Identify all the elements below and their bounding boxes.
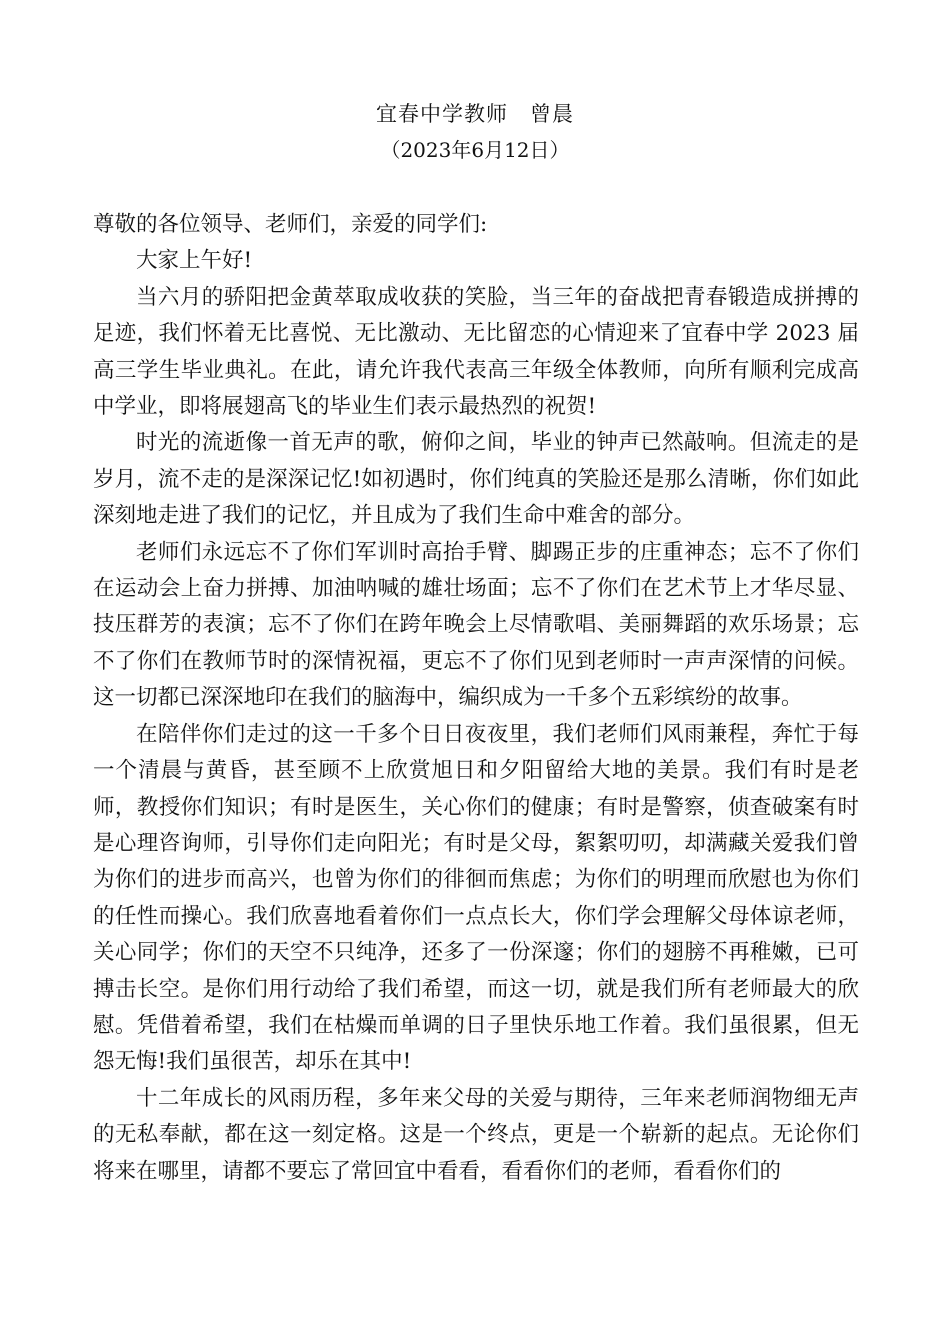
- speech-body: [93, 207, 859, 1190]
- salutation: 尊敬的各位领导、老师们，亲爱的同学们:: [93, 212, 488, 237]
- paragraph: 当六月的骄阳把金黄萃取成收获的笑脸，当三年的奋战把青春锻造成拼搏的足迹，我们怀着无比喜悦、无比激动、无比留恋的心情迎来了宜春中学 2023 届高三学生毕业典礼。在此，请允许我代表高三年级全体教师，向所有顺利完成高中学业，即将展翅高飞的毕业生们表示最热烈的祝贺!: [93, 284, 859, 420]
- paragraph: 时光的流逝像一首无声的歌，俯仰之间，毕业的钟声已然敲响。但流走的是岁月，流不走的是深深记忆!如初遇时，你们纯真的笑脸还是那么清晰，你们如此深刻地走进了我们的记忆，并且成为了我们生命中难舍的部分。: [93, 430, 859, 529]
- paragraph: 在陪伴你们走过的这一千多个日日夜夜里，我们老师们风雨兼程，奔忙于每一个清晨与黄昏，甚至顾不上欣赏旭日和夕阳留给大地的美景。我们有时是老师，教授你们知识；有时是医生，关心你们的健康；有时是警察，侦查破案有时是心理咨询师，引导你们走向阳光；有时是父母，絮絮叨叨，却满藏关爱我们曾为你们的进步而高兴，也曾为你们的徘徊而焦虑；为你们的明理而欣慰也为你们的任性而操心。我们欣喜地看着你们一点点长大，你们学会理解父母体谅老师，关心同学；你们的天空不只纯净，还多了一份深邃；你们的翅膀不再稚嫩，已可搏击长空。是你们用行动给了我们希望，而这一切，就是我们所有老师最大的欣慰。凭借着希望，我们在枯燥而单调的日子里快乐地工作着。我们虽很累，但无怨无悔!我们虽很苦，却乐在其中!: [93, 721, 859, 1075]
- author-line: 宜春中学教师 曾晨: [376, 102, 574, 126]
- greeting: 大家上午好!: [136, 248, 253, 274]
- date-line: （2023年6月12日）: [380, 138, 570, 162]
- paragraph: 十二年成长的风雨历程，多年来父母的关爱与期待，三年来老师润物细无声的无私奉献，都在这一刻定格。这是一个终点，更是一个崭新的起点。无论你们将来在哪里，请都不要忘了常回宜中看看，看看你们的老师，看看你们的: [93, 1085, 859, 1184]
- paragraph: 老师们永远忘不了你们军训时高抬手臂、脚踢正步的庄重神态；忘不了你们在运动会上奋力拼搏、加油呐喊的雄壮场面；忘不了你们在艺术节上才华尽显、技压群芳的表演；忘不了你们在跨年晚会上尽情歌唱、美丽舞蹈的欢乐场景；忘不了你们在教师节时的深情祝福，更忘不了你们见到老师时一声声深情的问候。这一切都已深深地印在我们的脑海中，编织成为一千多个五彩缤纷的故事。: [93, 539, 859, 711]
